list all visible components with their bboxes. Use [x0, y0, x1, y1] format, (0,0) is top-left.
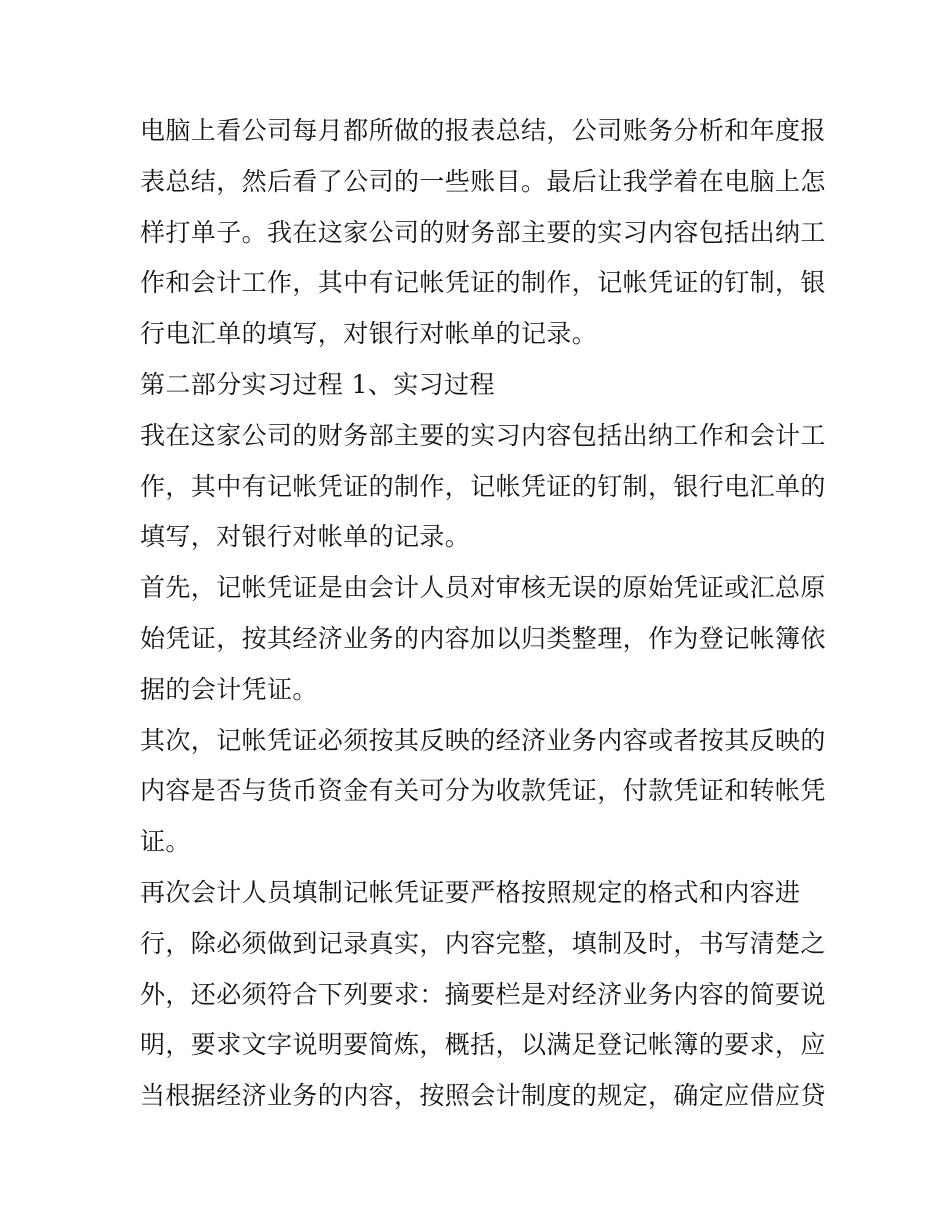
- text-line: 证。: [140, 827, 191, 857]
- text-line: 我在这家公司的财务部主要的实习内容包括出纳工作和会计工: [140, 420, 826, 450]
- text-line: 样打单子。我在这家公司的财务部主要的实习内容包括出纳工: [140, 217, 826, 247]
- text-line: 填写，对银行对帐单的记录。: [140, 522, 471, 552]
- text-line: 作，其中有记帐凭证的制作，记帐凭证的钉制，银行电汇单的: [140, 471, 826, 501]
- text-line: 其次，记帐凭证必须按其反映的经济业务内容或者按其反映的: [140, 725, 826, 755]
- text-line: 始凭证，按其经济业务的内容加以归类整理，作为登记帐簿依: [140, 623, 826, 653]
- text-line: 据的会计凭证。: [140, 674, 318, 704]
- text-line: 电脑上看公司每月都所做的报表总结，公司账务分析和年度报: [140, 116, 826, 145]
- text-line: 作和会计工作，其中有记帐凭证的制作，记帐凭证的钉制，银: [140, 268, 826, 298]
- text-line: 明，要求文字说明要简炼，概括，以满足登记帐簿的要求，应: [140, 1030, 826, 1060]
- text-line: 首先，记帐凭证是由会计人员对审核无误的原始凭证或汇总原: [140, 573, 826, 603]
- text-line: 表总结，然后看了公司的一些账目。最后让我学着在电脑上怎: [140, 166, 826, 196]
- text-line: 外，还必须符合下列要求：摘要栏是对经济业务内容的简要说: [140, 979, 826, 1009]
- text-line: 行电汇单的填写，对银行对帐单的记录。: [140, 319, 598, 349]
- text-line: 行，除必须做到记录真实，内容完整，填制及时，书写清楚之: [140, 928, 826, 958]
- text-line: 当根据经济业务的内容，按照会计制度的规定，确定应借应贷: [140, 1081, 826, 1111]
- text-line: 内容是否与货币资金有关可分为收款凭证，付款凭证和转帐凭: [140, 776, 826, 806]
- text-line: 再次会计人员填制记帐凭证要严格按照规定的格式和内容进: [140, 877, 801, 907]
- document-body: [140, 106, 826, 1122]
- section-heading: 第二部分实习过程 1、实习过程: [140, 369, 495, 399]
